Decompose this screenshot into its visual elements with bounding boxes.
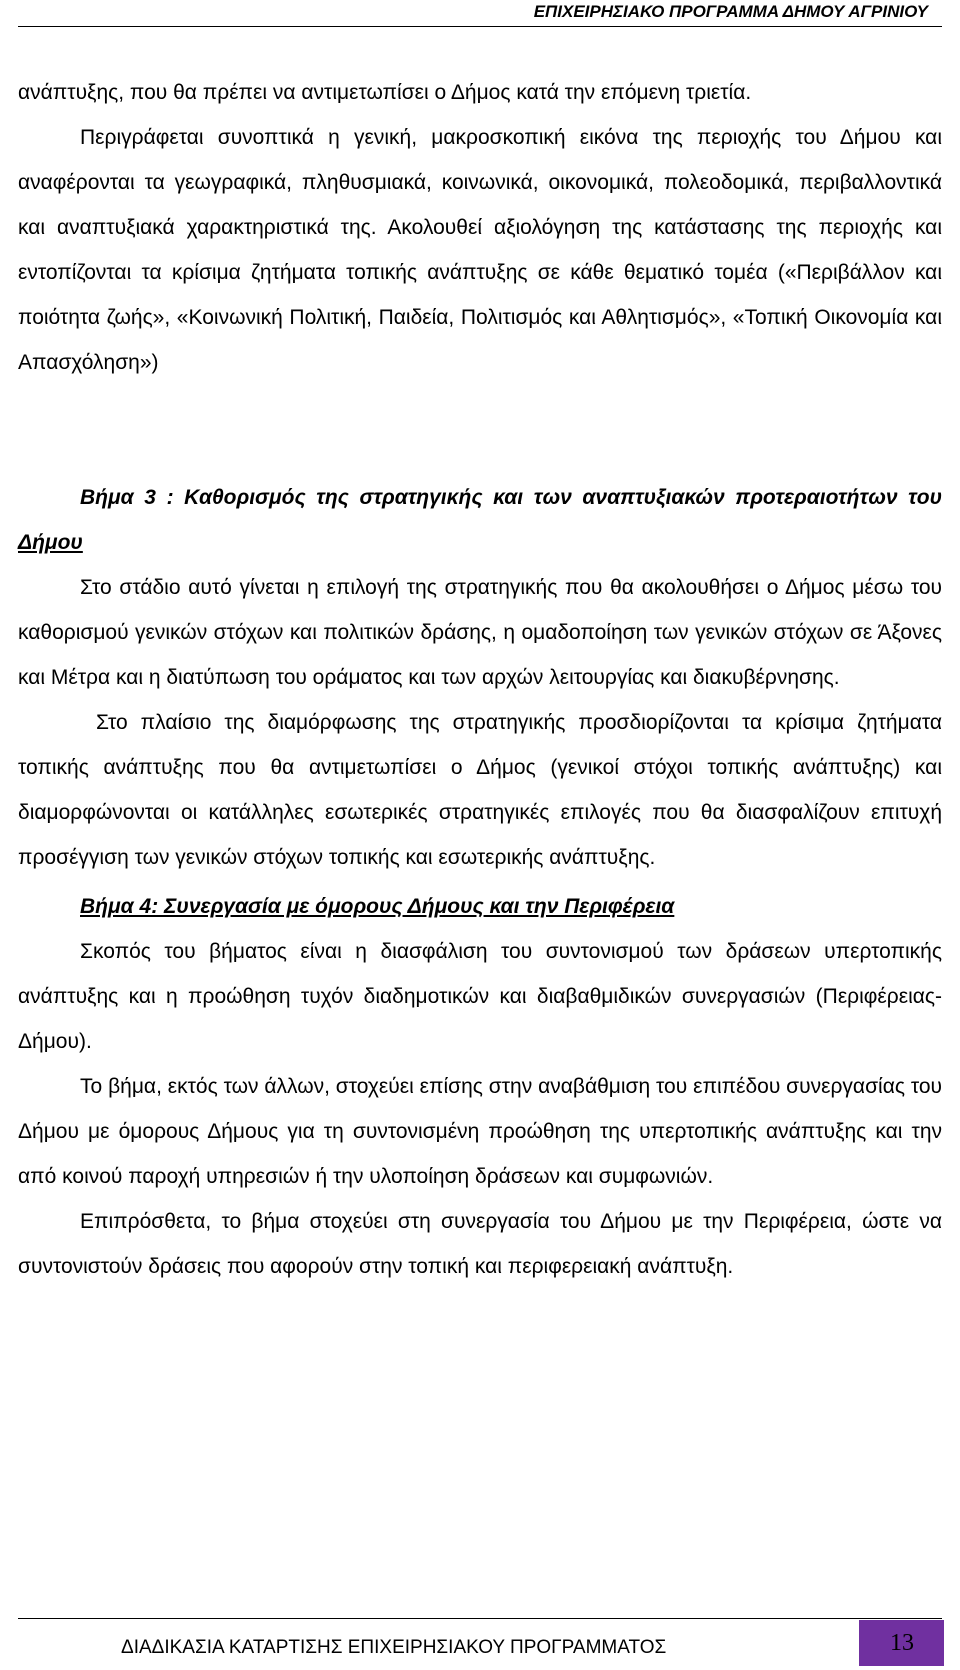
footer-rule [18, 1618, 942, 1619]
page-body [18, 70, 942, 1289]
heading-step-3-text: Βήμα 3 : Καθορισμός της στρατηγικής και των αναπτυξιακών προτεραιοτήτων του [80, 486, 942, 509]
heading-step-4: Βήμα 4: Συνεργασία με όμορους Δήμους και την Περιφέρεια [80, 895, 675, 918]
footer-title: ΔΙΑΔΙΚΑΣΙΑ ΚΑΤΑΡΤΙΣΗΣ ΕΠΙΧΕΙΡΗΣΙΑΚΟΥ ΠΡΟΓΡΑΜΜΑΤΟΣ [121, 1637, 667, 1658]
heading-step-3 [18, 475, 942, 565]
header-title: ΕΠΙΧΕΙΡΗΣΙΑΚΟ ΠΡΟΓΡΑΜΜΑ ΔΗΜΟΥ ΑΓΡΙΝΙΟΥ [533, 2, 928, 21]
paragraph-continuation: ανάπτυξης, που θα πρέπει να αντιμετωπίσει ο Δήμος κατά την επόμενη τριετία. [18, 81, 752, 104]
header-rule [18, 26, 942, 27]
paragraph-overview: Περιγράφεται συνοπτικά η γενική, μακροσκοπική εικόνα της περιοχής του Δήμου και αναφέρονται τα γεωγραφικά, πληθυσμιακά, κοινωνικά, οικονομικά, πολεοδομικά, περιβαλλοντικά και αναπτυξιακά χαρακτηριστικά της. Ακολουθεί αξιολόγηση της κατάστασης της περιοχής και εντοπίζονται τα κρίσιμα ζητήματα τοπικής ανάπτυξης σε κάθε θεματικό τομέα («Περιβάλλον και ποιότητα ζωής», «Κοινωνική Πολιτική, Παιδεία, Πολιτισμός και Αθλητισμός», «Τοπική Οικονομία και Απασχόληση») [18, 126, 942, 374]
paragraph-step-4-purpose: Σκοπός του βήματος είναι η διασφάλιση του συντονισμού των δράσεων υπερτοπικής ανάπτυξης και η προώθηση τυχόν διαδημοτικών και διαβαθμιδικών συνεργασιών (Περιφέρειας-Δήμου). [18, 940, 942, 1053]
paragraph-strategy-framework: Στο πλαίσιο της διαμόρφωσης της στρατηγικής προσδιορίζονται τα κρίσιμα ζητήματα τοπικής ανάπτυξης που θα αντιμετωπίσει ο Δήμος (γενικοί στόχοι τοπικής ανάπτυξης) και διαμορφώνονται οι κατάλληλες εσωτερικές στρατηγικές επιλογές που θα διασφαλίζουν επιτυχή προσέγγιση των γενικών στόχων τοπικής και εσωτερικής ανάπτυξης. [18, 711, 942, 869]
section-gap [18, 385, 942, 475]
heading-step-3-underlined: Δήμου [18, 531, 83, 554]
page-header [0, 0, 960, 26]
page-number: 13 [890, 1630, 914, 1656]
paragraph-step-4-cooperation: Το βήμα, εκτός των άλλων, στοχεύει επίσης στην αναβάθμιση του επιπέδου συνεργασίας του Δήμου με όμορους Δήμους για τη συντονισμένη προώθηση της υπερτοπικής ανάπτυξης και την από κοινού παροχή υπηρεσιών ή την υλοποίηση δράσεων και συμφωνιών. [18, 1075, 942, 1188]
page-number-box [859, 1620, 944, 1666]
paragraph-step-3-description: Στο στάδιο αυτό γίνεται η επιλογή της στρατηγικής που θα ακολουθήσει ο Δήμος μέσω του καθορισμού γενικών στόχων και πολιτικών δράσης, η ομαδοποίηση των γενικών στόχων σε Άξονες και Μέτρα και η διατύπωση του οράματος και των αρχών λειτουργίας και διακυβέρνησης. [18, 576, 942, 689]
paragraph-step-4-region: Επιπρόσθετα, το βήμα στοχεύει στη συνεργασία του Δήμου με την Περιφέρεια, ώστε να συντονιστούν δράσεις που αφορούν στην τοπική και περιφερειακή ανάπτυξη. [18, 1210, 942, 1278]
page-footer [0, 1606, 960, 1670]
